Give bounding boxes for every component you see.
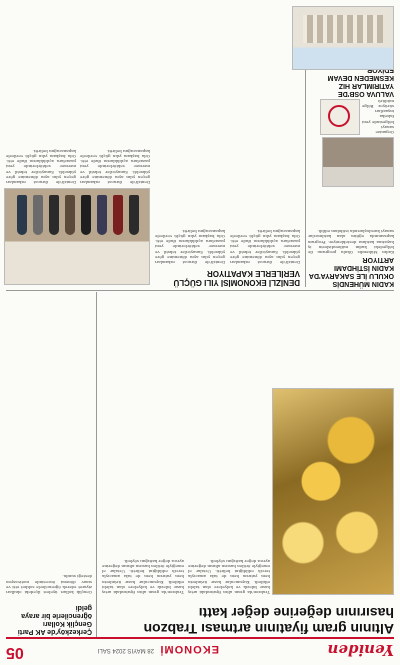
section-title: EKONOMİ xyxy=(159,643,219,655)
column-divider xyxy=(96,292,97,637)
issue-date: 28 MAYIS 2024 SALI xyxy=(97,647,154,653)
story-3-column-2: Denizli'de ihracat rakamları geçen yılın aynı dönemine göre yükseldi. Sanayiciler tekstil ve mermer sektörlerinde yeni pazarlara açıldıklarını ifade etti. Oda başkanı yılın güçlü verilerle kapanacağını belirtti. xyxy=(155,228,225,265)
story-3-column-3: Denizli'de ihracat rakamları geçen yılın aynı dönemine göre yükseldi. Sanayiciler tekstil ve mermer sektörlerinde yeni pazarlara açıldıklarını ifade etti. Oda başkanı yılın güçlü verilerle kapanacağını belirtti. xyxy=(80,148,150,185)
story-3-column-4: Denizli'de ihracat rakamları geçen yılın aynı dönemine göre yükseldi. Sanayiciler tekstil ve mermer sektörlerinde yeni pazarlara açıldıklarını ifade etti. Oda başkanı yılın güçlü verilerle kapanacağını belirtti. xyxy=(6,148,76,185)
gold-bracelets-photo xyxy=(272,388,394,595)
logo-photo xyxy=(320,99,360,135)
group-photo xyxy=(4,188,150,285)
lead-story-column-2: Trabzon'da gram altın fiyatındaki artış hasır bilezik ve kolyelere olan talebi etkiledi. Kuyumcular hasır ürünlerin hem yatırım hem de takı amacıyla tercih edildiğini belirtti. Ustalar el emeğiyle örülen hasırın altının değerine ayrıca değer kattığını söyledi. xyxy=(102,558,184,595)
story-3-column-1: Denizli'de ihracat rakamları geçen yılın aynı dönemine göre yükseldi. Sanayiciler tekstil ve mermer sektörlerinde yeni pazarlara açıldıklarını ifade etti. Oda başkanı yılın güçlü verilerle kapanacağını belirtti. xyxy=(230,228,300,265)
brand-logo: Yeniden xyxy=(327,641,394,659)
lead-story-column-1: Trabzon'da gram altın fiyatındaki artış hasır bilezik ve kolyelere olan talebi etkiledi. Kuyumcular hasır ürünlerin hem yatırım hem de takı amacıyla tercih edildiğini belirtti. Ustalar el emeğiyle örülen hasırın altının değerine ayrıca değer kattığını söyledi. xyxy=(188,558,270,595)
portrait-photo xyxy=(322,137,394,187)
horizontal-divider xyxy=(6,290,394,291)
story-4-body: Kadın Mühendis Okulu programı ile bölgedeki kadın mühendislerin iş hayatına katılımı destekleniyor. Program kapsamında eğitim alan katılımcılar sanayi kuruluşlarında istihdam edildi. xyxy=(308,229,394,255)
story-5-body: Organize sanayi bölgesinde yeni fabrika inşaatları sürüyor. Bölge müdürü xyxy=(362,99,394,135)
factory-photo xyxy=(292,6,394,70)
story-2-body: Gençlik kolları üyeleri ilçedeki okulları ziyaret ederek öğrencilerle sohbet etti ve sınav dönemi öncesinde motivasyon desteği sundu. xyxy=(6,574,92,595)
lead-headline: Altının gram fiyatının artması Trabzon hasırının değerine değer kattı xyxy=(143,605,394,637)
story-4-headline: KADIN MÜHENDİS OKULU İLE SAKARYA'DA KADIN İSTİHDAMI ARTIYOR xyxy=(309,256,394,287)
masthead xyxy=(6,637,394,661)
story-3-headline: DENİZLİ EKONOMİSİ YILI GÜÇLÜ VERİLERLE KAPATIYOR xyxy=(173,269,300,287)
story-5-headline: VALUVA OSB'DE YATIRIMLAR HIZ KESMEDEN DEVAM xyxy=(327,74,394,97)
story-2-headline: Çerkezköy'de AK Parti Gençlik Kolları öğrencilerle bir araya geldi xyxy=(17,604,92,635)
page-number: 05 xyxy=(6,644,24,661)
